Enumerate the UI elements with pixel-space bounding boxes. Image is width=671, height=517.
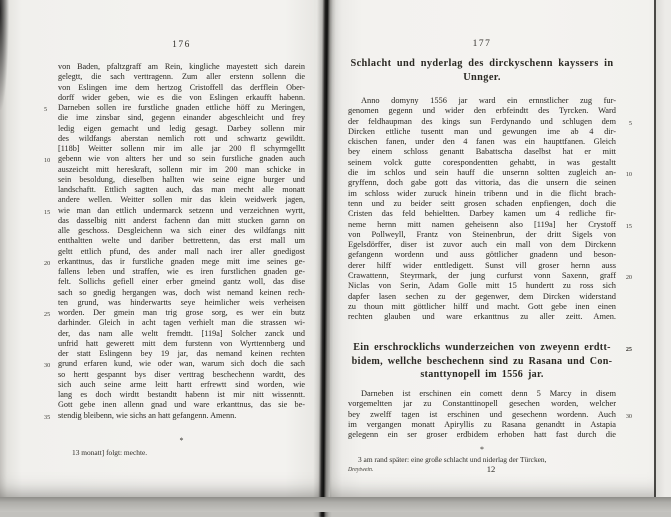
signature-name: Dreytwein. (348, 467, 374, 473)
page-number: 176 (172, 40, 191, 50)
margin-line-number: 10 (44, 157, 51, 165)
chapter-heading (348, 57, 616, 85)
text-line (58, 380, 305, 390)
text-line (348, 189, 616, 199)
text-line-content: stendig bleibenn, wie sichs an hatt gefangenn. Amenn. (58, 410, 237, 420)
page-edge-shadow (0, 0, 9, 110)
text-line (58, 370, 305, 380)
text-line (58, 113, 305, 123)
text-line-content: ledig eigen gemacht und ledig gesagt. Darbey sollenn mir (58, 123, 305, 133)
text-line-content: ckischen fanen, under den 4 fanen was ein haupttfanen. Gleich (348, 137, 616, 147)
text-line-content: rechten glauben und ware erkanttnus zu aller zeitt. Amen. (348, 312, 616, 322)
text-line (348, 57, 616, 71)
text-line-content: gelegtt, die sach verttragenn. Zum aller erstenn sollenn die (58, 72, 305, 82)
page-edge-margin (656, 0, 671, 498)
text-line-content: zu thoun mitt göttlicher hilff und macht. Gott gebe inen einen (348, 301, 616, 311)
text-line-content: auszeicht mitt hereskraft, sollenn mir im 200 man schicke in (58, 164, 305, 174)
text-line-content: Cristen das feld behieltten. Darbey kamen um 4 redliche fir- (348, 209, 616, 219)
text-line-content: geltt ettlich pfund, des ander mall nach irer aller gnedigost (58, 246, 305, 256)
text-line (58, 93, 305, 103)
text-line (58, 165, 305, 175)
text-line (348, 168, 632, 179)
page-number: 177 (472, 39, 492, 49)
text-line (58, 226, 305, 236)
text-line-content: genomen gegenn und wider den erbfeindtt des Tyrcken. Ward (348, 106, 616, 116)
margin-line-number: 25 (625, 346, 632, 353)
text-line-content: tenn und zu beider seitt grosen schaden enpfiengen, doch die (348, 198, 616, 208)
text-line (348, 230, 616, 240)
text-line (348, 96, 616, 106)
text-line (58, 247, 305, 257)
text-line (348, 312, 616, 322)
text-line-content: neme hernn mitt namen geheisenn also [119a] her Crystoff (348, 219, 616, 229)
text-line-content: ten grund, was hinderwartts seye heimlicher weis verheisen (58, 297, 305, 307)
margin-line-number: 30 (44, 362, 51, 370)
margin-line-number: 35 (44, 413, 51, 421)
text-line (44, 410, 305, 421)
footnote-separator: * (480, 445, 484, 454)
text-line-content: Gott gebe inen allenn gnad und ware erkanttnus, das sie be- (58, 400, 305, 410)
text-line-content: landschaftt. Ettlich sagtten auch, das man mecht alle monatt (58, 185, 305, 194)
text-line (58, 124, 305, 134)
text-line-content: Anno domyny 1556 jar ward ein ernnstlicher zug fur- (361, 96, 616, 105)
text-line (348, 302, 616, 312)
text-line-content: gefangenn wordenn und auss göttlicher gnadenn und beson- (348, 250, 616, 260)
text-line-content: die ime zinsbar sind, gegenn einander abgeschleicht und frey (58, 113, 305, 123)
text-line-content: felt. Sollichs gefiell einer erber gmeind gantz woll, das dise (58, 277, 305, 287)
text-line-content: im vergangen monatt Apiryllis zu Rasana genandtt in Astapia (348, 419, 616, 429)
text-line (348, 271, 632, 282)
margin-line-number: 5 (628, 119, 632, 127)
text-line (348, 420, 616, 430)
text-line-content: so hertt gespannt bys diser verttrag beschechenn wardtt, des (58, 369, 305, 379)
text-line-content: sein besoldung, dieselben hallten wie seine eigne burger und (58, 174, 305, 184)
footnote-separator: * (179, 436, 184, 445)
right-text-block-1 (348, 96, 632, 323)
text-line-content: bey zwelff tagen ist erschinen und gesechenn wordenn. Auch (348, 409, 616, 419)
text-line (348, 389, 616, 399)
text-line-content: Ein erschrocklichs wunderzeichen von zweyenn erdtt- (353, 342, 611, 353)
text-line-content: erkanttnus, das ir furstliche gnaden mege mitt ime seines ge- (58, 256, 305, 266)
text-line-content: der, das nam alle weltt fremdtt. [119a] Solcher zanck und (58, 328, 305, 338)
text-line-content: bey einem schloss genantt Babattscha daselbst hat er mitt (348, 147, 616, 157)
text-line (58, 216, 305, 226)
text-line (348, 219, 632, 230)
text-line (348, 116, 632, 127)
text-line (44, 308, 305, 318)
text-line (348, 147, 616, 157)
text-line-content: gebenn wie von altters her und so sein furstliche gnaden auch (58, 154, 305, 164)
text-line (348, 250, 616, 260)
text-line (348, 368, 616, 382)
text-line (58, 144, 305, 154)
text-line-content: [118b] Weitter sollenn mir im alle jar 200 fl schyrmgelltt (58, 144, 305, 153)
text-line-content: die im schlos und sein hauff die unsernn soltten zugleich an- (348, 168, 616, 178)
text-line (348, 209, 616, 219)
text-line (348, 106, 616, 116)
text-line-content: Dircken ettliche tusentt man und gewungen ime ab 4 dir- (348, 126, 616, 136)
text-line-content: entthaltten welte und dariber bettrettenn, das erst mall um (58, 236, 305, 246)
text-line (348, 281, 616, 291)
text-line-content: unfrid hatt gewerett mitt dem furstenn von Wyrttennberg und (58, 338, 305, 348)
margin-line-number: 15 (44, 208, 51, 216)
text-line (348, 158, 616, 168)
text-line (348, 430, 616, 440)
text-line (348, 199, 616, 209)
text-line (58, 175, 305, 185)
text-line (58, 72, 305, 82)
text-line-content: das dasselbig nitt anderst fachenn dan mitt stucken garnn on (58, 215, 305, 225)
text-line (58, 400, 305, 410)
margin-line-number: 20 (625, 274, 632, 282)
text-line-content: lang es doch wirdtt bestandtt habenn ist mir nitt wissenntt. (58, 390, 305, 399)
text-line-content: Schlacht und nyderlag des dirckyschenn kayssers in (350, 58, 614, 69)
text-line (348, 399, 616, 409)
text-line-content: vorgemeltten jar zu Constanttinopell gesechen worden, welcher (348, 399, 616, 409)
text-line (58, 195, 305, 205)
text-line (348, 341, 632, 355)
footnote: 3 am rand später: eine große schlacht und niderlag der Türcken, (358, 455, 547, 464)
text-line-content: sach so gnedig hergangen was, doch wist nemand keinen rech- (58, 287, 305, 297)
footnote: 13 monatt] folgt: mechte. (72, 448, 148, 457)
margin-line-number: 15 (625, 222, 632, 230)
text-line-content: gryffenn, doch gabe gott das vittoria, das die unsern die seinen (348, 178, 616, 188)
text-line (58, 288, 305, 298)
text-line (58, 390, 305, 400)
margin-line-number: 10 (625, 171, 632, 179)
text-line (348, 261, 616, 271)
text-line (44, 359, 305, 370)
text-line-content: seinem volck gutte corespondentten gehabtt, in was gestaltt (348, 157, 616, 167)
margin-line-number: 20 (44, 259, 51, 267)
text-line (348, 355, 616, 369)
text-line (58, 62, 305, 72)
section-heading (348, 341, 632, 382)
text-line-content: Unnger. (463, 72, 501, 83)
text-line (348, 409, 632, 420)
text-line (44, 205, 305, 216)
text-line (58, 267, 305, 277)
text-line-content: grund erfaren kund, wie oder wan, warum sich doch die sach (58, 359, 305, 369)
text-line (44, 103, 305, 113)
text-line-content: des wildfangs aberstan nemlich rott und schwartz gewildtt. (58, 133, 305, 143)
margin-line-number: 5 (44, 106, 48, 113)
page-177 (330, 0, 657, 498)
text-line-content: Darneben sollen ire furstliche gnaden ettliche höff zu Meringen, (58, 103, 305, 112)
page-176 (0, 0, 324, 498)
signature-number: 12 (486, 464, 496, 474)
left-text-block (44, 62, 305, 421)
scanner-background (0, 497, 671, 512)
text-line (348, 178, 616, 188)
text-line-content: von Baden, pfaltzgraff am Rein, kingliche mayestett sich darein (58, 62, 305, 71)
text-line (58, 134, 305, 144)
text-line (348, 127, 616, 137)
text-line-content: sich auch seine arme leitt hartt erfrewtt sind worden, wie (58, 379, 305, 389)
text-line-content: wie man dan ettlich undermarck setzenn und verzeichnen wyrtt, (58, 205, 305, 215)
text-line-content: bidem, wellche beschechenn sind zu Rasana und Con- (351, 355, 613, 367)
text-line (44, 154, 305, 165)
text-line-content: stanttynopell im 1556 jar. (420, 369, 544, 380)
text-line-content: der statt Eslingenn bey 19 jar, das nemand keinen rechten (58, 349, 305, 358)
text-line-content: von Eslingen ime dem hertzog Cristoffell das derfflein Ober- (58, 82, 305, 92)
text-line-content: Crawattenn, Steyrmark, der jung curfurst vonn Saxenn, graff (348, 271, 616, 281)
text-line (348, 71, 616, 85)
text-line (348, 137, 616, 147)
margin-line-number: 30 (625, 412, 632, 420)
text-line-content: Darneben ist erschinen ein comett denn 5 Marcy in disem (361, 389, 616, 398)
text-line (58, 185, 305, 195)
text-line-content: der feldhaupman des kings sun Ferdynando und schlugen dem (348, 116, 616, 126)
text-line-content: im schloss wider zuruck hinein tribenn und in die flicht brach- (348, 188, 616, 198)
text-line (58, 339, 305, 349)
text-line-content: Niclas von Serin, Adam Golle mitt 15 hundertt zu ross sich (348, 281, 616, 291)
text-line-content: derer hilff wider enttledigett. Sunst vill groser hernn auss (348, 260, 616, 270)
text-line-content: dorff wider geben, wie es die von Eslingen erkaufft habenn. (58, 92, 305, 102)
text-line (58, 236, 305, 246)
text-line-content: von Pollweyll, Frantz von Steinenbrun, der dritt Sigels von (348, 229, 616, 239)
text-line (44, 256, 305, 267)
text-line-content: darhinder. Gleich in acht tagen verhielt man die strassen wi- (58, 318, 305, 328)
text-line (348, 292, 616, 302)
text-line (58, 329, 305, 339)
text-line-content: worden. Der gmein man trig grose sorg, es wer ein butz (58, 308, 305, 317)
text-line-content: Egelsdörffer, diser ist zuvor auch ein mall von dem Dirckenn (348, 240, 616, 250)
text-line-content: andere wellen. Weitter sollen mir das klein weidwerk jagen, (58, 195, 305, 205)
text-line-content: fallens leben und straffen, wie es iren furstlichen gnaden ge- (58, 267, 305, 276)
right-text-block-2 (348, 389, 632, 440)
text-line (58, 318, 305, 328)
text-line-content: alle geschoss. Desgleichenn wa sich einer des wildfangs nitt (58, 226, 305, 235)
text-line-content: dapfer lasen sechen zu der gegenwer, dem Dircken widerstand (348, 291, 616, 301)
text-line (58, 298, 305, 308)
margin-line-number: 25 (44, 311, 51, 318)
text-line (58, 349, 305, 359)
text-line (58, 277, 305, 287)
text-line (348, 240, 616, 250)
text-line (58, 83, 305, 93)
text-line-content: gelegenn ein ser groser erdbidem erhoben hatt fast durch die (348, 430, 616, 440)
